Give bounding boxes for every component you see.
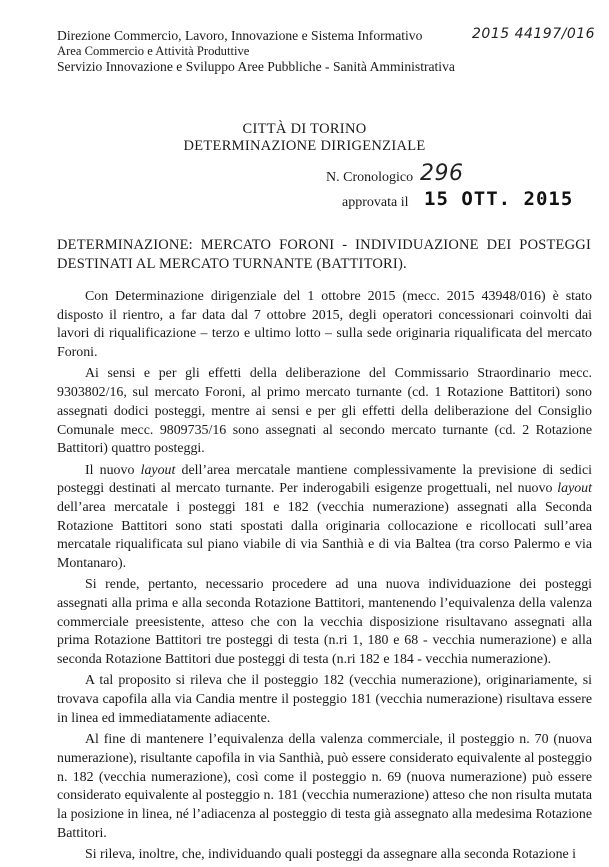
subject-heading: DETERMINAZIONE: MERCATO FORONI - INDIVIDUAZIONE DEI POSTEGGI DESTINATI AL MERCATO TURNANTE (BATTITORI). bbox=[57, 237, 591, 272]
paragraph: A tal proposito si rileva che il posteggio 182 (vecchia numerazione), originariamente, si trovava capofila alla via Candia mentre il posteggio 181 (vecchia numerazione) risultava essere in linea ed immediatamente adiacente. bbox=[57, 673, 592, 726]
registry-number: 296 bbox=[420, 161, 464, 186]
approval-date-row bbox=[342, 188, 574, 211]
paragraph: Al fine di mantenere l’equivalenza della valenza commerciale, il posteggio n. 70 (nuova numerazione), risultante capofila in via Santhià, può essere considerato equivalente al posteggio n. 182 (vecchia numerazione), così come il posteggio n. 69 (nuova numerazione) può essere considerato equivalente al posteggio n. 181 (vecchia numerazione) atteso che non risulta mutata la posizione in linea, né l’adiacenza al posteggio di testa già assegnato alla medesima Rotazione Battitori. bbox=[57, 732, 592, 841]
service-header: Servizio Innovazione e Sviluppo Aree Pubbliche - Sanità Amministrativa bbox=[57, 59, 455, 74]
protocol-number: 2015 44197/016 bbox=[472, 26, 596, 42]
registry-number-label: N. Cronologico bbox=[326, 170, 414, 185]
paragraph: Il nuovo layout dell’area mercatale mantiene complessivamente la previsione di sedici posteggi destinati al mercato turnante. Per inderogabili esigenze progettuali, nel nuovo layout dell’area mercatale i posteggi 181 e 182 (vecchia numerazione) assegnati alla Seconda Rotazione Battitori sono stati spostati dalla originaria collocazione e ricollocati sull’area mercatale riqualificata sul piano viabile di via Santhià e di via Baltea (tra corso Palermo e via Montanaro). bbox=[57, 462, 592, 572]
approval-date-stamp: 15 OTT. 2015 bbox=[424, 188, 574, 210]
city-title: CITTÀ DI TORINO bbox=[242, 121, 367, 137]
paragraph: Con Determinazione dirigenziale del 1 ottobre 2015 (mecc. 2015 43948/016) è stato disposto il rientro, a far data dal 7 ottobre 2015, degli operatori concessionari coinvolti dai lavori di riqualificazione – terzo e ultimo lotto – sulla sede originaria riqualificata del mercato Foroni. bbox=[57, 289, 592, 361]
document-type-title: DETERMINAZIONE DIRIGENZIALE bbox=[183, 138, 426, 154]
paragraph: Si rileva, inoltre, che, individuando quali posteggi da assegnare alla seconda Rotazione i bbox=[85, 846, 577, 862]
document-body bbox=[57, 288, 592, 867]
registry-number-row bbox=[326, 161, 464, 186]
department-header: Direzione Commercio, Lavoro, Innovazione e Sistema Informativo bbox=[57, 28, 423, 43]
area-header: Area Commercio e Attività Produttive bbox=[57, 44, 250, 58]
paragraph: Si rende, pertanto, necessario procedere ad una nuova individuazione dei posteggi assegnati alla prima e alla seconda Rotazione Battitori, mantenendo l’equivalenza della valenza commerciale preesistente, atteso che con la vecchia disposizione risultavano assegnati alla prima Rotazione Battitori tre posteggi di testa (n.ri 1, 180 e 68 - vecchia numerazione) e alla seconda Rotazione Battitori due posteggi di testa (n.ri 182 e 184 - vecchia numerazione). bbox=[57, 577, 592, 668]
paragraph: Ai sensi e per gli effetti della deliberazione del Commissario Straordinario mecc. 9303802/16, sul mercato Foroni, al primo mercato turnante (cd. 1 Rotazione Battitori) sono assegnati dodici posteggi, mentre ai sensi e per gli effetti della deliberazione del Consiglio Comunale mecc. 9809735/16 sono assegnati al secondo mercato turnante (cd. 2 Rotazione Battitori) quattro posteggi. bbox=[57, 366, 592, 457]
approval-date-label: approvata il bbox=[342, 195, 409, 210]
